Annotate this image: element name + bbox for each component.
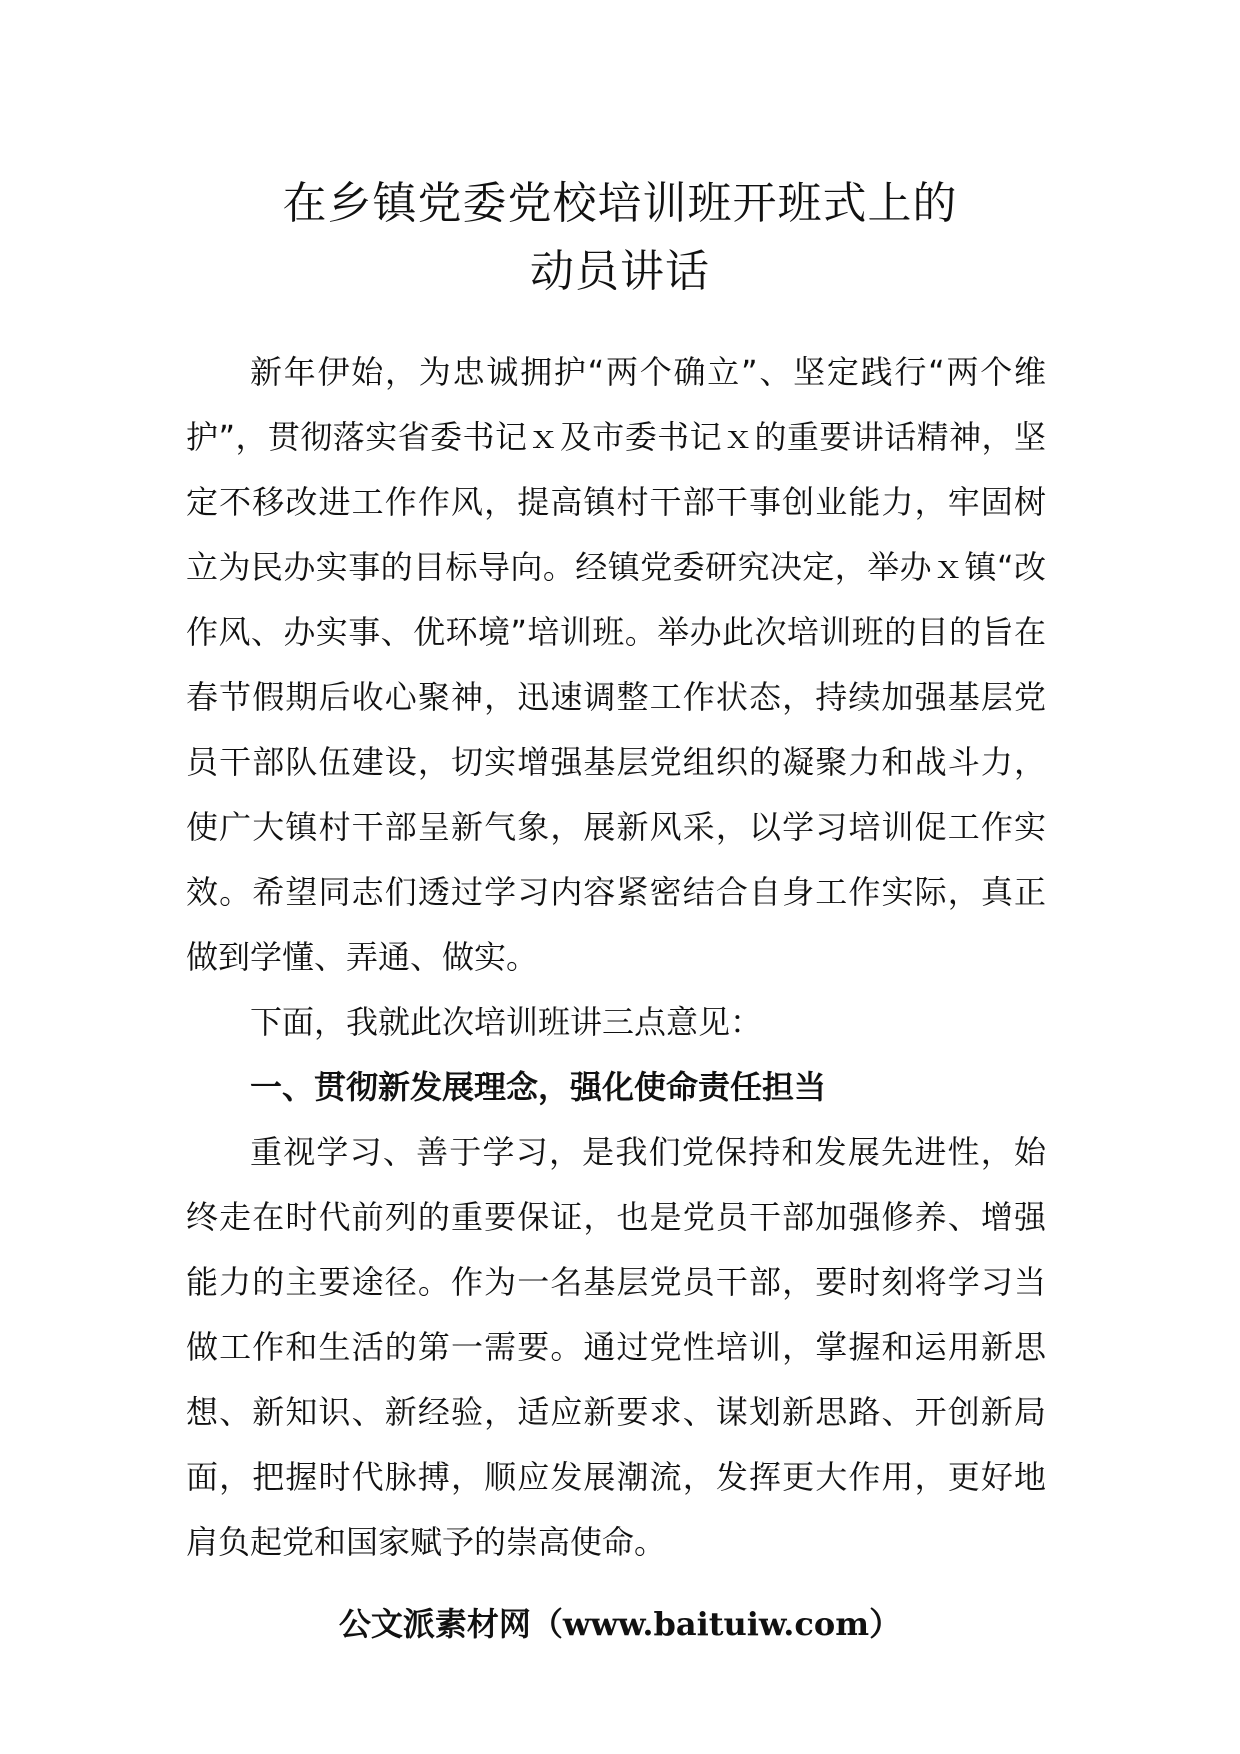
document-title bbox=[0, 170, 1240, 306]
paragraph-intro: 新年伊始，为忠诚拥护“两个确立”、坚定践行“两个维护”，贯彻落实省委书记ｘ及市委书记ｘ的重要讲话精神，坚定不移改进工作作风，提高镇村干部干事创业能力，牢固树立为民办实事的目标导向。经镇党委研究决定，举办ｘ镇“改作风、办实事、优环境”培训班。举办此次培训班的目的旨在春节假期后收心聚神，迅速调整工作状态，持续加强基层党员干部队伍建设，切实增强基层党组织的凝聚力和战斗力，使广大镇村干部呈新气象，展新风采，以学习培训促工作实效。希望同志们透过学习内容紧密结合自身工作实际，真正做到学懂、弄通、做实。 bbox=[186, 353, 1046, 976]
paragraph-transition: 下面，我就此次培训班讲三点意见： bbox=[250, 1003, 763, 1041]
section-paragraph-1: 重视学习、善于学习，是我们党保持和发展先进性，始终走在时代前列的重要保证，也是党员干部加强修养、增强能力的主要途径。作为一名基层党员干部，要时刻将学习当做工作和生活的第一需要。通过党性培训，掌握和运用新思想、新知识、新经验，适应新要求、谋划新思路、开创新局面，把握时代脉搏，顺应发展潮流，发挥更大作用，更好地肩负起党和国家赋予的崇高使命。 bbox=[186, 1133, 1046, 1561]
title-line-1: 在乡镇党委党校培训班开班式上的 bbox=[282, 178, 958, 229]
section-heading-1: 一、贯彻新发展理念，强化使命责任担当 bbox=[250, 1068, 827, 1106]
footer-source: 公文派素材网（www.baituiw.com） bbox=[338, 1605, 902, 1643]
document-body bbox=[186, 340, 1046, 1575]
title-line-2: 动员讲话 bbox=[530, 246, 710, 297]
